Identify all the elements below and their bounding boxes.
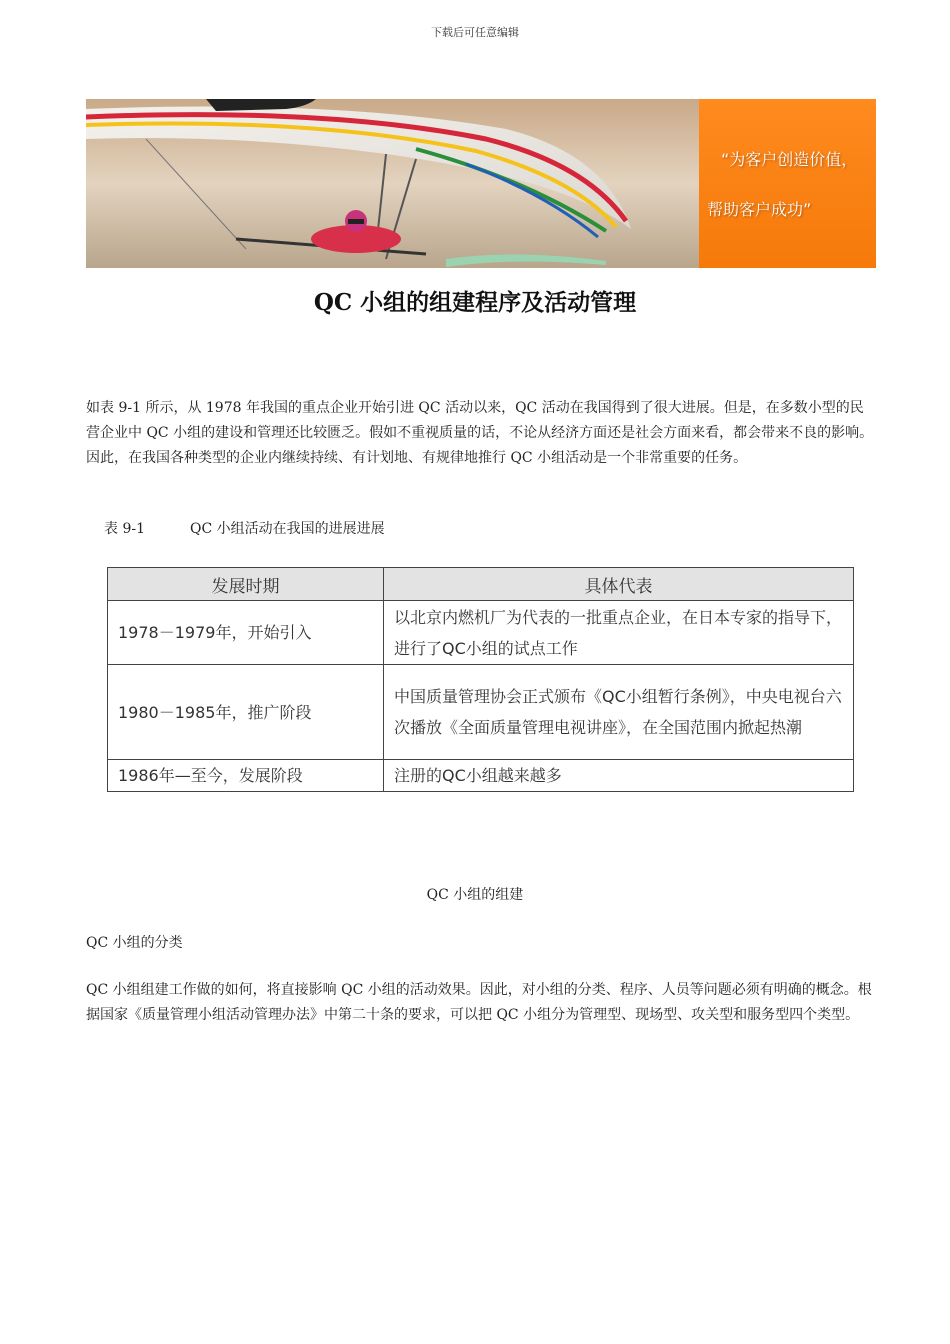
header-representative: 具体代表: [384, 568, 854, 601]
table-caption-number: 表 9-1: [104, 521, 145, 537]
slogan-line-1: “为客户创造价值，: [721, 150, 858, 169]
subsection-heading: QC 小组的分类: [86, 935, 183, 951]
page-header-note: 下载后可任意编辑: [431, 26, 519, 39]
table-row: [108, 760, 854, 792]
intro-paragraph: 如表 9-1 所示，从 1978 年我国的重点企业开始引进 QC 活动以来，QC 活动在我国得到了很大进展。但是，在多数小型的民营企业中 QC 小组的建设和管理还比较匮乏。假如不重视质量的话，不论从经济方面还是社会方面来看，都会带来不良的影响。因此，在我国各种类型的企业内继续持续、有计划地、有规律地推行 QC 小组活动是一个非常重要的任务。: [86, 400, 874, 466]
table-cell-representative: 中国质量管理协会正式颁布《QC小组暂行条例》，中央电视台六次播放《全面质量管理电视讲座》，在全国范围内掀起热潮: [384, 665, 854, 760]
section-heading: QC 小组的组建: [426, 887, 524, 903]
table-caption-text: QC 小组活动在我国的进展进展: [190, 521, 385, 537]
document-title: QC 小组的组建程序及活动管理: [313, 289, 637, 316]
body-paragraph: QC 小组组建工作做的如何，将直接影响 QC 小组的活动效果。因此，对小组的分类、程序、人员等问题必须有明确的概念。根据国家《质量管理小组活动管理办法》中第二十条的要求，可以把 QC 小组分为管理型、现场型、攻关型和服务型四个类型。: [86, 982, 872, 1023]
table-cell-period: 1980－1985年，推广阶段: [108, 665, 384, 760]
header-period: 发展时期: [108, 568, 384, 601]
table-cell-representative: 以北京内燃机厂为代表的一批重点企业，在日本专家的指导下，进行了QC小组的试点工作: [384, 601, 854, 665]
table-cell-period: 1978－1979年，开始引入: [108, 601, 384, 665]
table-row: [108, 601, 854, 665]
qc-progress-table: [107, 567, 854, 792]
hang-glider-photo: [86, 99, 699, 268]
banner: [86, 99, 876, 268]
table-row: [108, 665, 854, 760]
slogan-line-2: 帮助客户成功”: [707, 200, 812, 219]
table-cell-representative: 注册的QC小组越来越多: [384, 760, 854, 792]
table-caption: [104, 518, 385, 538]
banner-slogan: [699, 99, 876, 268]
table-cell-period: 1986年—至今，发展阶段: [108, 760, 384, 792]
table-header-row: [108, 568, 854, 601]
